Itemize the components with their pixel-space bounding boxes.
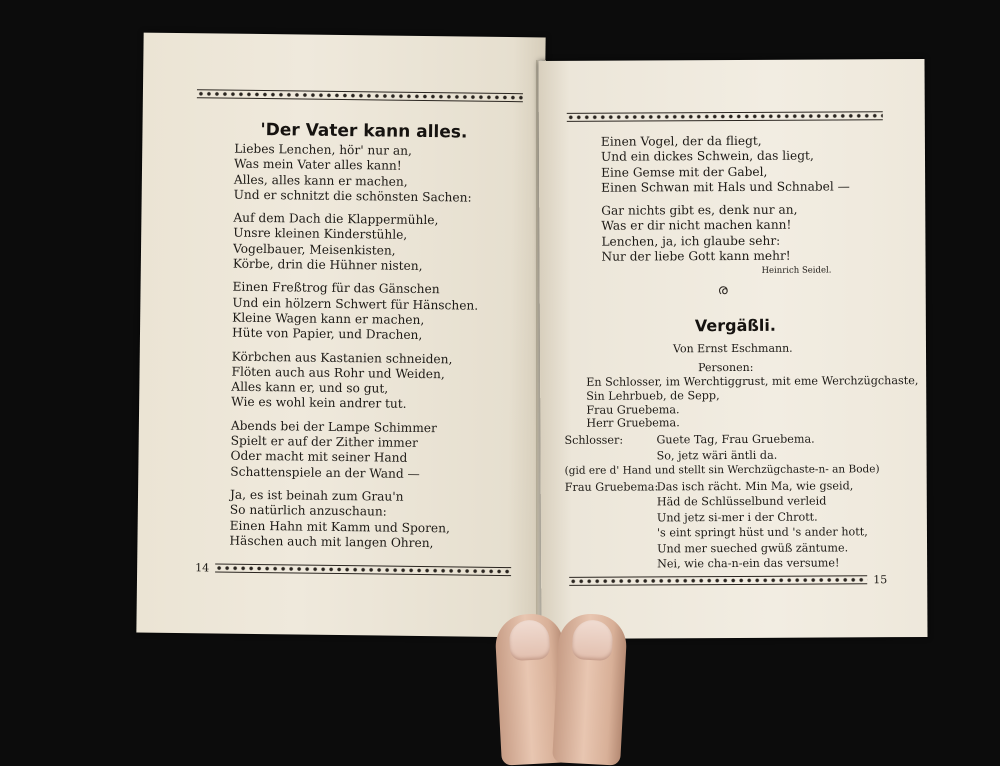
speaker-name: Schlosser: (564, 433, 623, 449)
verse-line: Nur der liebe Gott kann mehr! (601, 248, 850, 265)
verse-line: Und er schnitzt die schönsten Sachen: (234, 188, 480, 206)
spoken-text: Das isch rächt. Min Ma, wie gseid, (657, 478, 854, 495)
play-byline: Von Ernst Eschmann. (673, 342, 793, 356)
poem-signature: Heinrich Seidel. (762, 265, 832, 275)
stanza (233, 211, 480, 275)
poem-title: 'Der Vater kann alles. (260, 120, 467, 143)
fingernail (508, 619, 550, 661)
holding-hand (496, 612, 636, 762)
page-number-right: 15 (873, 573, 887, 586)
verse-line: Einen Hahn mit Kamm und Sporen, (230, 518, 476, 536)
verse-line: Schattenspiele an der Wand — (230, 464, 476, 482)
verse-line: Einen Freßtrog für das Gänschen (232, 280, 478, 298)
bottom-ornament-right (569, 575, 867, 586)
verse-line: Alles, alles kann er machen, (234, 172, 480, 190)
verse-line: Was mein Vater alles kann! (234, 157, 480, 175)
verse-line: Häschen auch mit langen Ohren, (229, 533, 475, 551)
spoken-text: Guete Tag, Frau Gruebema. (656, 432, 814, 448)
dialogue-block (564, 433, 565, 572)
spoken-text: Und mer sueched gwüß zäntume. (657, 540, 848, 557)
right-page (538, 59, 927, 639)
verse-line: Spielt er auf der Zither immer (231, 434, 477, 452)
verse-line: Und ein dickes Schwein, das liegt, (601, 149, 850, 166)
cast-member: Frau Gruebema. (586, 402, 918, 418)
spoken-text: Und jetz si-mer i der Chrott. (657, 509, 818, 525)
cast-member: Herr Gruebema. (586, 415, 918, 431)
verse-line: Einen Schwan mit Hals und Schnabel — (601, 179, 850, 196)
spoken-text: Häd de Schlüsselbund verleid (657, 494, 827, 510)
top-ornament-left (197, 89, 523, 102)
verse-line: Alles kann er, und so gut, (231, 380, 477, 398)
verse-line: Ja, es ist beinah zum Grau'n (230, 488, 476, 506)
spoken-text: 's eint springt hüst und 's ander hott, (657, 524, 868, 541)
bottom-ornament-left (215, 563, 511, 576)
spoken-text: (gid ere d' Hand und stellt sin Werchzügchaste-n- an Bode) (565, 462, 880, 479)
verse-line: Vogelbauer, Meisenkisten, (233, 241, 479, 259)
verse-line: Und ein hölzern Schwert für Hänschen. (232, 295, 478, 313)
verse-line: Unsre kleinen Kinderstühle, (233, 226, 479, 244)
verse-line: So natürlich anzuschaun: (230, 503, 476, 521)
verse-line: Oder macht mit seiner Hand (230, 449, 476, 467)
spoken-text: So, jetz wäri äntli da. (657, 447, 778, 463)
verse-line: Lenchen, ja, ich glaube sehr: (601, 233, 850, 250)
verse-line: Einen Vogel, der da fliegt, (601, 133, 850, 150)
play-title: Vergäßli. (695, 316, 776, 335)
page-number-left: 14 (195, 561, 209, 574)
poem-verse-right (601, 133, 850, 273)
stanza (601, 203, 850, 265)
stanza (232, 280, 479, 344)
left-page (136, 33, 545, 638)
stanza (601, 133, 850, 195)
stanza (229, 488, 476, 552)
stanza (231, 349, 478, 413)
verse-line: Was er dir nicht machen kann! (601, 218, 850, 235)
verse-line: Abends bei der Lampe Schimmer (231, 418, 477, 436)
verse-line: Gar nichts gibt es, denk nur an, (601, 203, 850, 220)
middle-finger (552, 612, 628, 765)
speaker-name: Frau Gruebema: (565, 479, 659, 495)
cast-member: Sin Lehrbueb, de Sepp, (586, 388, 918, 404)
poem-verse-left (229, 142, 480, 560)
cast-list (586, 374, 919, 431)
verse-line: Liebes Lenchen, hör' nur an, (234, 142, 480, 160)
verse-line: Hüte von Papier, und Drachen, (232, 326, 478, 344)
verse-line: Körbchen aus Kastanien schneiden, (232, 349, 478, 367)
fingernail (572, 619, 614, 661)
stanza (230, 418, 477, 482)
verse-line: Körbe, drin die Hühner nisten, (233, 257, 479, 275)
cast-member: En Schlosser, im Werchtiggrust, mit eme Werchzügchaste, (586, 374, 918, 390)
verse-line: Eine Gemse mit der Gabel, (601, 164, 850, 181)
personen-label: Personen: (698, 361, 753, 374)
verse-line: Auf dem Dach die Klappermühle, (233, 211, 479, 229)
stanza (234, 142, 481, 206)
verse-line: Flöten auch aus Rohr und Weiden, (231, 365, 477, 383)
verse-line: Kleine Wagen kann er machen, (232, 311, 478, 329)
verse-line: Wie es wohl kein andrer tut. (231, 395, 477, 413)
swirl-ornament: ര (718, 282, 728, 298)
top-ornament-right (567, 111, 883, 122)
spoken-text: Nei, wie cha-n-ein das versume! (657, 555, 839, 571)
